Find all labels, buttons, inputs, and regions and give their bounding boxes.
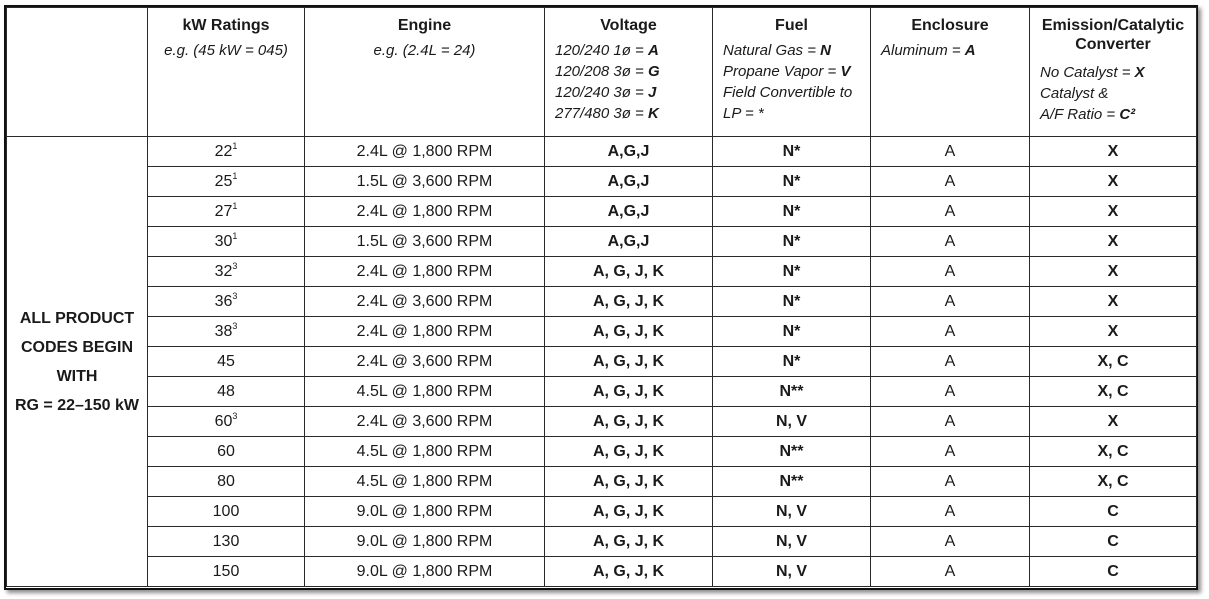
fuel-cell: N, V <box>713 527 871 557</box>
table-row <box>7 377 1197 407</box>
footnote-marker: 3 <box>232 410 238 421</box>
enclosure-cell: A <box>871 377 1030 407</box>
enclosure-cell: A <box>871 167 1030 197</box>
enclosure-cell: A <box>871 317 1030 347</box>
prefix-label-line: WITH <box>56 367 98 385</box>
table-row <box>7 227 1197 257</box>
kw-value: 45 <box>217 352 235 370</box>
voltage-cell: A, G, J, K <box>545 377 713 407</box>
footnote-marker: 3 <box>232 320 238 331</box>
engine-cell: 4.5L @ 1,800 RPM <box>305 437 545 467</box>
kw-value: 22 <box>214 142 233 160</box>
legend-text: Natural Gas = <box>723 42 821 59</box>
table-row <box>7 527 1197 557</box>
enclosure-cell: A <box>871 137 1030 167</box>
emission-cell: X <box>1030 227 1197 257</box>
kw-rating-cell <box>148 227 305 257</box>
kw-rating-cell <box>148 197 305 227</box>
legend-code: A <box>964 42 976 59</box>
legend-code: N <box>820 42 831 59</box>
table-body <box>7 137 1197 587</box>
engine-cell: 2.4L @ 1,800 RPM <box>305 137 545 167</box>
header-title: Fuel <box>775 17 808 34</box>
header-title <box>1030 16 1196 54</box>
fuel-cell: N** <box>713 377 871 407</box>
header-row <box>7 8 1197 137</box>
header-title-line: Emission/Catalytic <box>1041 17 1185 34</box>
footnote-marker: 3 <box>232 260 238 271</box>
legend-text: LP = * <box>723 105 764 122</box>
fuel-cell: N* <box>713 257 871 287</box>
legend-line <box>723 103 870 124</box>
emission-cell: X, C <box>1030 377 1197 407</box>
legend-code: C² <box>1119 106 1136 123</box>
legend-code: V <box>840 63 851 80</box>
kw-value: 100 <box>212 502 240 520</box>
product-code-table <box>6 7 1197 587</box>
fuel-cell: N* <box>713 197 871 227</box>
voltage-legend <box>545 40 712 124</box>
legend-line <box>555 103 712 124</box>
legend-code: X <box>1134 64 1145 81</box>
voltage-cell: A, G, J, K <box>545 317 713 347</box>
legend-line <box>881 40 1029 61</box>
legend-text: 120/240 3ø = <box>555 84 648 101</box>
prefix-label-line: CODES BEGIN <box>20 338 133 356</box>
legend-line <box>555 40 712 61</box>
emission-cell: X, C <box>1030 347 1197 377</box>
emission-cell: X, C <box>1030 437 1197 467</box>
kw-value: 25 <box>214 172 233 190</box>
engine-cell: 9.0L @ 1,800 RPM <box>305 557 545 587</box>
legend-line <box>1040 62 1196 83</box>
fuel-cell: N** <box>713 437 871 467</box>
fuel-cell: N, V <box>713 557 871 587</box>
fuel-cell: N* <box>713 347 871 377</box>
engine-cell: 2.4L @ 3,600 RPM <box>305 407 545 437</box>
emission-cell: X <box>1030 137 1197 167</box>
engine-cell: 4.5L @ 1,800 RPM <box>305 467 545 497</box>
kw-value: 48 <box>217 382 235 400</box>
engine-cell: 2.4L @ 1,800 RPM <box>305 197 545 227</box>
legend-text: 120/240 1ø = <box>555 42 648 59</box>
header-title-line: Converter <box>1075 36 1151 53</box>
kw-value: 60 <box>217 442 235 460</box>
voltage-cell: A, G, J, K <box>545 407 713 437</box>
legend-code: K <box>648 105 659 122</box>
fuel-cell: N* <box>713 227 871 257</box>
engine-cell: 9.0L @ 1,800 RPM <box>305 527 545 557</box>
footnote-marker: 1 <box>232 140 238 151</box>
legend-text: A/F Ratio = <box>1040 106 1120 123</box>
emission-legend <box>1030 62 1196 125</box>
voltage-cell: A, G, J, K <box>545 287 713 317</box>
fuel-cell: N* <box>713 167 871 197</box>
footnote-marker: 1 <box>232 230 238 241</box>
kw-rating-cell <box>148 347 305 377</box>
voltage-cell: A, G, J, K <box>545 497 713 527</box>
emission-cell: C <box>1030 527 1197 557</box>
header-title: Voltage <box>600 17 657 34</box>
fuel-cell: N* <box>713 317 871 347</box>
legend-text: Catalyst & <box>1040 85 1109 102</box>
header-example: e.g. (2.4L = 24) <box>373 42 476 59</box>
voltage-cell: A, G, J, K <box>545 347 713 377</box>
kw-value: 38 <box>214 322 233 340</box>
voltage-cell: A, G, J, K <box>545 467 713 497</box>
enclosure-cell: A <box>871 347 1030 377</box>
kw-value: 32 <box>214 262 233 280</box>
kw-rating-cell <box>148 287 305 317</box>
voltage-cell: A,G,J <box>545 197 713 227</box>
engine-cell: 2.4L @ 1,800 RPM <box>305 257 545 287</box>
legend-line <box>555 61 712 82</box>
enclosure-cell: A <box>871 437 1030 467</box>
table-row <box>7 317 1197 347</box>
prefix-label-line: ALL PRODUCT <box>19 309 135 327</box>
legend-code: A <box>648 42 659 59</box>
engine-cell: 2.4L @ 1,800 RPM <box>305 317 545 347</box>
header-title: Engine <box>397 17 452 34</box>
table-row <box>7 467 1197 497</box>
header-corner-cell <box>7 8 148 137</box>
legend-text: Propane Vapor = <box>723 63 841 80</box>
enclosure-cell: A <box>871 257 1030 287</box>
emission-cell: X, C <box>1030 467 1197 497</box>
table-row <box>7 197 1197 227</box>
legend-text: 277/480 3ø = <box>555 105 648 122</box>
kw-value: 150 <box>212 562 240 580</box>
fuel-cell: N, V <box>713 407 871 437</box>
header-fuel <box>713 8 871 137</box>
table-row <box>7 137 1197 167</box>
footnote-marker: 1 <box>232 170 238 181</box>
legend-line <box>1040 83 1196 104</box>
emission-cell: X <box>1030 197 1197 227</box>
engine-cell: 2.4L @ 3,600 RPM <box>305 347 545 377</box>
enclosure-cell: A <box>871 497 1030 527</box>
legend-code: J <box>648 84 657 101</box>
header-title: Enclosure <box>911 17 989 34</box>
kw-rating-cell <box>148 137 305 167</box>
header-enclosure <box>871 8 1030 137</box>
engine-cell: 1.5L @ 3,600 RPM <box>305 167 545 197</box>
voltage-cell: A,G,J <box>545 227 713 257</box>
kw-rating-cell <box>148 407 305 437</box>
legend-line <box>1040 104 1196 125</box>
kw-value: 60 <box>214 412 233 430</box>
header-voltage <box>545 8 713 137</box>
kw-rating-cell <box>148 257 305 287</box>
engine-cell: 9.0L @ 1,800 RPM <box>305 497 545 527</box>
header-title: kW Ratings <box>182 17 270 34</box>
enclosure-cell: A <box>871 527 1030 557</box>
table-row <box>7 497 1197 527</box>
header-engine <box>305 8 545 137</box>
product-code-table-frame <box>4 5 1198 590</box>
voltage-cell: A, G, J, K <box>545 437 713 467</box>
kw-rating-cell <box>148 467 305 497</box>
legend-text: No Catalyst = <box>1040 64 1135 81</box>
voltage-cell: A, G, J, K <box>545 527 713 557</box>
table-row <box>7 167 1197 197</box>
legend-line <box>723 82 870 103</box>
prefix-label-line: RG = 22–150 kW <box>14 396 140 414</box>
engine-cell: 4.5L @ 1,800 RPM <box>305 377 545 407</box>
enclosure-cell: A <box>871 407 1030 437</box>
enclosure-cell: A <box>871 227 1030 257</box>
kw-rating-cell <box>148 377 305 407</box>
kw-rating-cell <box>148 437 305 467</box>
kw-value: 36 <box>214 292 233 310</box>
emission-cell: C <box>1030 557 1197 587</box>
fuel-legend <box>713 40 870 124</box>
emission-cell: C <box>1030 497 1197 527</box>
footnote-marker: 1 <box>232 200 238 211</box>
kw-rating-cell <box>148 167 305 197</box>
header-emission <box>1030 8 1197 137</box>
kw-rating-cell <box>148 497 305 527</box>
kw-rating-cell <box>148 557 305 587</box>
legend-line <box>723 40 870 61</box>
kw-value: 30 <box>214 232 233 250</box>
fuel-cell: N** <box>713 467 871 497</box>
header-kw-ratings <box>148 8 305 137</box>
kw-rating-cell <box>148 527 305 557</box>
kw-rating-cell <box>148 317 305 347</box>
enclosure-cell: A <box>871 557 1030 587</box>
fuel-cell: N* <box>713 287 871 317</box>
enclosure-legend <box>871 40 1029 61</box>
table-row <box>7 287 1197 317</box>
enclosure-cell: A <box>871 467 1030 497</box>
legend-line <box>723 61 870 82</box>
emission-cell: X <box>1030 167 1197 197</box>
enclosure-cell: A <box>871 287 1030 317</box>
legend-line <box>555 82 712 103</box>
product-code-prefix-label <box>7 137 148 587</box>
voltage-cell: A,G,J <box>545 137 713 167</box>
fuel-cell: N* <box>713 137 871 167</box>
footnote-marker: 3 <box>232 290 238 301</box>
emission-cell: X <box>1030 317 1197 347</box>
fuel-cell: N, V <box>713 497 871 527</box>
kw-value: 27 <box>214 202 233 220</box>
table-row <box>7 257 1197 287</box>
kw-value: 80 <box>217 472 235 490</box>
enclosure-cell: A <box>871 197 1030 227</box>
table-row <box>7 407 1197 437</box>
engine-cell: 1.5L @ 3,600 RPM <box>305 227 545 257</box>
voltage-cell: A, G, J, K <box>545 557 713 587</box>
emission-cell: X <box>1030 407 1197 437</box>
emission-cell: X <box>1030 257 1197 287</box>
table-row <box>7 557 1197 587</box>
table-row <box>7 437 1197 467</box>
voltage-cell: A, G, J, K <box>545 257 713 287</box>
table-row <box>7 347 1197 377</box>
kw-value: 130 <box>212 532 240 550</box>
engine-cell: 2.4L @ 3,600 RPM <box>305 287 545 317</box>
header-example: e.g. (45 kW = 045) <box>164 42 288 59</box>
emission-cell: X <box>1030 287 1197 317</box>
legend-text: Field Convertible to <box>723 84 853 101</box>
legend-text: Aluminum = <box>881 42 965 59</box>
legend-text: 120/208 3ø = <box>555 63 648 80</box>
voltage-cell: A,G,J <box>545 167 713 197</box>
legend-code: G <box>648 63 660 80</box>
